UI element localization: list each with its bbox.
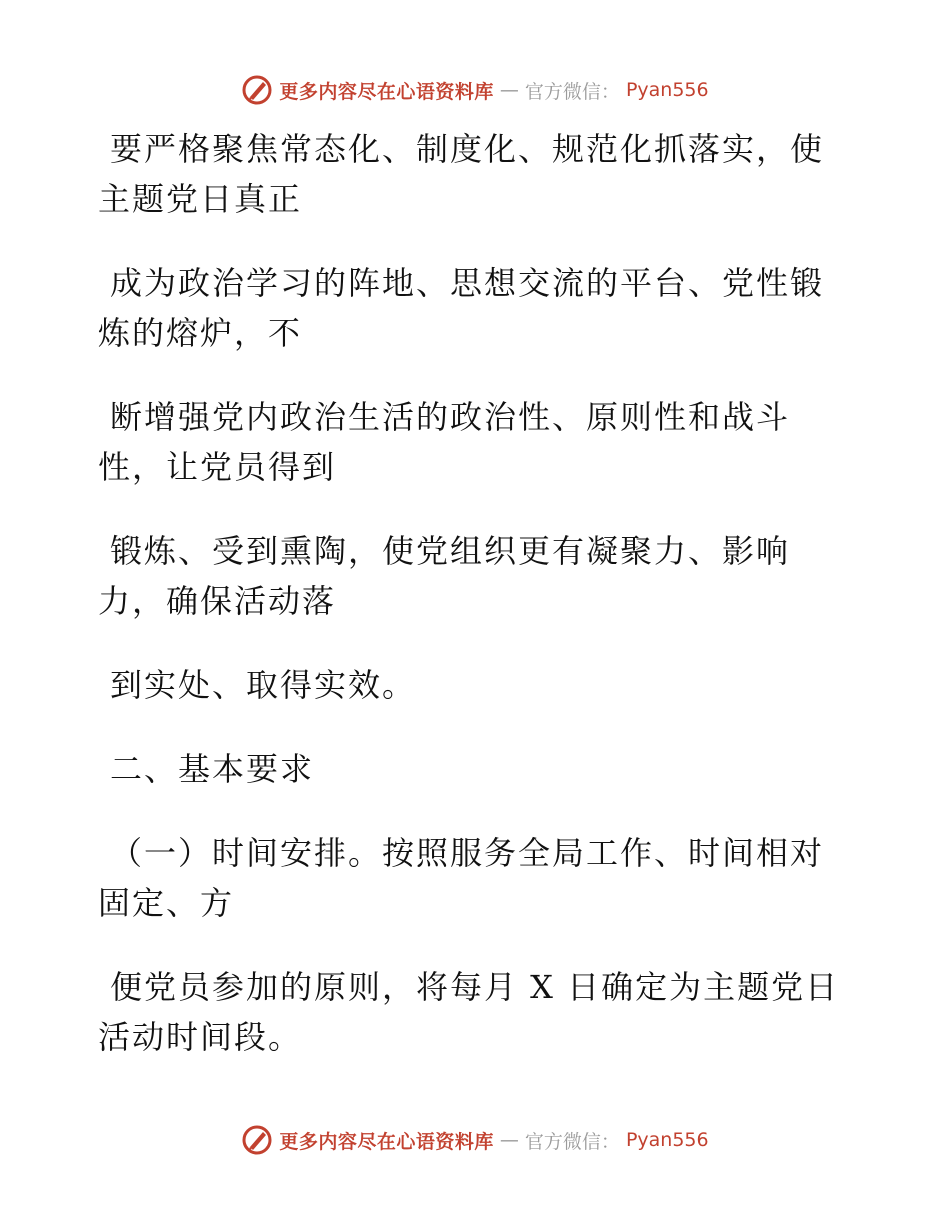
watermark-dash: —: [499, 79, 519, 101]
paragraph-line: 要严格聚焦常态化、制度化、规范化抓落实，使: [110, 130, 825, 168]
paragraph-line: 到实处、取得实效。: [110, 666, 417, 704]
paragraph-line: 性，让党员得到: [98, 448, 337, 486]
paragraph: [98, 124, 838, 224]
paragraph-line: 锻炼、受到熏陶，使党组织更有凝聚力、影响: [110, 532, 791, 570]
paragraph-line: 活动时间段。: [98, 1018, 303, 1056]
paragraph-line: 炼的熔炉，不: [98, 314, 303, 352]
paragraph-line: 主题党日真正: [98, 180, 303, 218]
watermark-label: 官方微信：: [524, 1130, 620, 1153]
paragraph-line: 断增强党内政治生活的政治性、原则性和战斗: [110, 398, 791, 436]
pen-logo-icon: [241, 74, 273, 106]
section-heading-text: 二、基本要求: [110, 750, 315, 788]
paragraph: [98, 828, 838, 928]
footer-watermark: [0, 1122, 950, 1158]
header-watermark: [0, 72, 950, 108]
paragraph-line: 固定、方: [98, 884, 235, 922]
watermark-dash: —: [499, 1129, 519, 1151]
document-body: [98, 124, 838, 1062]
paragraph-line: 力，确保活动落: [98, 582, 337, 620]
paragraph-line: 便党员参加的原则，将每月 X 日确定为主题党日: [110, 968, 840, 1006]
paragraph: [98, 660, 838, 710]
section-heading: [98, 744, 838, 794]
paragraph: [98, 258, 838, 358]
watermark-brand: 更多内容尽在心语资料库: [279, 80, 494, 103]
paragraph-line: （一）时间安排。按照服务全局工作、时间相对: [110, 834, 825, 872]
paragraph: [98, 962, 838, 1062]
paragraph-line: 成为政治学习的阵地、思想交流的平台、党性锻: [110, 264, 825, 302]
watermark-wechat-id: Pyan556: [625, 79, 709, 101]
watermark-brand: 更多内容尽在心语资料库: [279, 1130, 494, 1153]
paragraph: [98, 526, 838, 626]
watermark-wechat-id: Pyan556: [625, 1129, 709, 1151]
watermark-label: 官方微信：: [524, 80, 620, 103]
paragraph: [98, 392, 838, 492]
pen-logo-icon: [241, 1124, 273, 1156]
